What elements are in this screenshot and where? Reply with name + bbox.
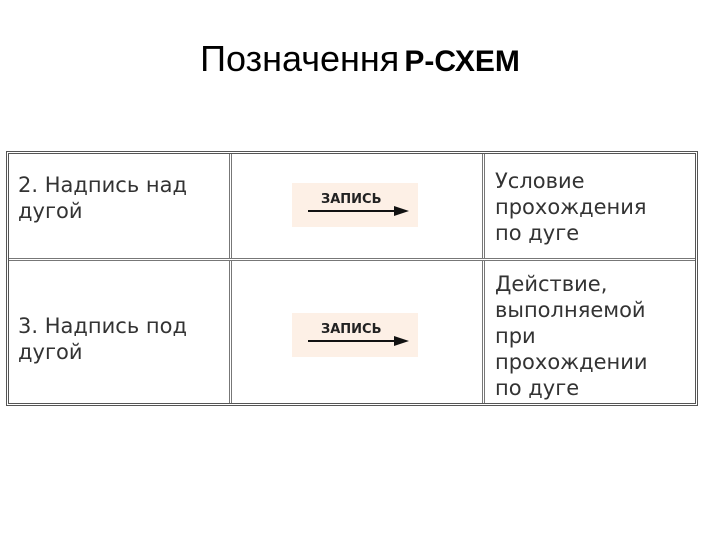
arc-example — [292, 183, 418, 227]
notation-name-cell — [9, 154, 229, 258]
notation-name: 2. Надпись над дугой — [18, 173, 187, 223]
table-row — [9, 261, 695, 403]
notation-name: 3. Надпись под дугой — [18, 314, 187, 364]
notation-description-cell — [482, 261, 695, 403]
notation-description: Действие, выполняемой при прохождении по дуге — [495, 272, 648, 400]
notation-example-cell — [229, 261, 482, 403]
arc-label: ЗАПИСЬ — [321, 322, 382, 337]
page-title — [0, 38, 720, 80]
notation-name-cell — [9, 261, 229, 403]
title-main: Позначення — [200, 38, 400, 79]
arc-label: ЗАПИСЬ — [321, 192, 382, 207]
arc-example — [292, 313, 418, 357]
notation-example-cell — [229, 154, 482, 258]
arrow-icon — [308, 206, 410, 216]
table-row — [9, 154, 695, 261]
notation-description-cell — [482, 154, 695, 258]
arrow-icon — [308, 336, 410, 346]
notation-table — [6, 151, 698, 406]
notation-description: Условие прохождения по дуге — [495, 169, 647, 245]
title-suffix: Р-СХЕМ — [404, 45, 520, 78]
